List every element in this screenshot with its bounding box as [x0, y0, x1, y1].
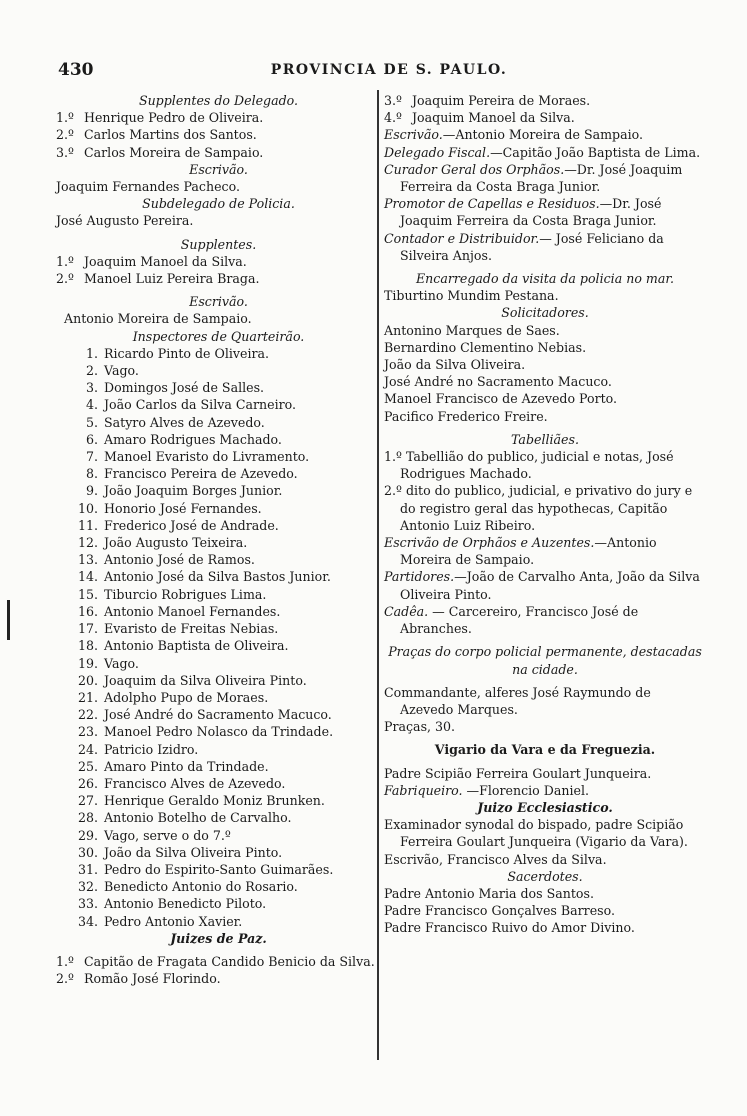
inspector-item-number: 25.: [77, 758, 98, 774]
inspector-item-number: 34.: [77, 913, 98, 929]
encarregado-name: Tiburtino Mundim Pestana.: [384, 288, 559, 304]
heading-encarregado: Encarregado da visita da policia no mar.: [415, 271, 674, 287]
inspector-item-text: Vago, serve o do 7.º: [104, 827, 231, 843]
supplente-item: [56, 253, 381, 270]
inspector-item-text: João da Silva Oliveira Pinto.: [104, 844, 283, 860]
escrivao-eccl-entry: Escrivão, Francisco Alves da Silva.: [384, 851, 607, 867]
supplente-item: [384, 109, 706, 126]
cadea-entry: Cadêa. — Carcereiro, Francisco José de Abranches.: [384, 603, 639, 637]
supplente-delegado-item-text: Henrique Pedro de Oliveira.: [84, 110, 264, 126]
inspector-item-text: Antonio Baptista de Oliveira.: [104, 638, 289, 654]
juiz-item-number: 1.º: [56, 953, 74, 969]
juiz-item-text: Capitão de Fragata Candido Benicio da Silva.: [84, 953, 375, 969]
tabelliao-2: 2.º dito do publico, judicial, e privativo do jury e do registro geral das hypothecas, Capitão Antonio Luiz Ribeiro.: [384, 483, 693, 533]
escrivao-orphaos-entry: Escrivão de Orphãos e Auzentes.—Antonio Moreira de Sampaio.: [384, 535, 657, 568]
page-number: 430: [58, 60, 94, 80]
vigario-name: Padre Scipião Ferreira Goulart Junqueira.: [384, 765, 652, 781]
supplente-delegado-item: [56, 109, 381, 126]
inspector-item-text: Satyro Alves de Azevedo.: [104, 414, 265, 430]
running-title: PROVINCIA DE S. PAULO.: [270, 62, 508, 78]
heading-escrivao: Escrivão.: [189, 161, 248, 177]
inspector-item-text: Adolpho Pupo de Moraes.: [104, 689, 269, 705]
inspector-item: [56, 672, 381, 689]
inspector-item: [56, 448, 381, 465]
partidores-entry: Partidores.—João de Carvalho Anta, João da Silva Oliveira Pinto.: [384, 569, 700, 602]
inspector-item-text: Pedro do Espirito-Santo Guimarães.: [104, 861, 334, 877]
inspector-item-text: Domingos José de Salles.: [104, 380, 265, 396]
inspector-item: [56, 827, 381, 844]
inspector-item-number: 20.: [77, 672, 98, 688]
inspector-item: [56, 844, 381, 861]
tabelliao-1: 1.º Tabellião do publico, judicial e notas, José Rodrigues Machado.: [384, 449, 674, 482]
inspector-item-number: 17.: [77, 621, 98, 637]
inspector-item: [56, 775, 381, 792]
inspector-item-number: 29.: [77, 827, 98, 843]
inspector-item: [56, 706, 381, 723]
inspector-item-text: Amaro Pinto da Trindade.: [104, 758, 269, 774]
inspector-item-text: Benedicto Antonio do Rosario.: [104, 879, 298, 895]
inspector-item-text: Antonio José da Silva Bastos Junior.: [104, 569, 331, 585]
inspector-item-text: Frederico José de Andrade.: [104, 517, 279, 533]
inspector-item: [56, 913, 381, 930]
supplente-delegado-item: [56, 144, 381, 161]
inspector-item: [56, 637, 381, 654]
inspector-item: [56, 517, 381, 534]
inspector-item-number: 3.: [85, 380, 98, 396]
delegado-fiscal-entry: Delegado Fiscal.—Capitão João Baptista de Lima.: [384, 144, 701, 160]
sacerdotes-list: [384, 885, 706, 937]
inspector-item-number: 13.: [77, 552, 98, 568]
inspector-item: [56, 500, 381, 517]
inspector-item-text: Patricio Izidro.: [104, 741, 199, 757]
inspector-item: [56, 431, 381, 448]
inspector-item-text: Pedro Antonio Xavier.: [104, 913, 243, 929]
inspector-item-text: Amaro Rodrigues Machado.: [104, 431, 282, 447]
curador-entry: Curador Geral dos Orphãos.—Dr. José Joaquim Ferreira da Costa Braga Junior.: [384, 161, 683, 195]
inspector-item: [56, 586, 381, 603]
fabriqueiro-entry: Fabriqueiro. —Florencio Daniel.: [384, 782, 589, 798]
inspector-item-text: João Augusto Teixeira.: [104, 535, 248, 551]
inspector-item-number: 4.: [85, 397, 98, 413]
supplente-item-text: Joaquim Manoel da Silva.: [412, 110, 575, 126]
inspector-item-text: Evaristo de Freitas Nebias.: [104, 621, 279, 637]
inspector-item: [56, 414, 381, 431]
sacerdote-item: Padre Francisco Ruivo do Amor Divino.: [384, 920, 635, 936]
inspectores-list: [56, 345, 381, 930]
margin-mark: [7, 600, 10, 640]
inspector-item-number: 24.: [77, 741, 98, 757]
inspector-item: [56, 345, 381, 362]
inspector-item-text: Honorio José Fernandes.: [104, 500, 262, 516]
escrivao-2-name: Antonio Moreira de Sampaio.: [64, 311, 252, 327]
supplente-item-number: 4.º: [384, 110, 402, 126]
supplente-item-number: 3.º: [384, 93, 402, 108]
sacerdote-item: Padre Antonio Maria dos Santos.: [384, 885, 594, 901]
heading-juizes: Juizes de Paz.: [170, 930, 267, 946]
inspector-item: [56, 723, 381, 740]
heading-escrivao-2: Escrivão.: [189, 294, 248, 310]
inspector-item: [56, 741, 381, 758]
inspector-item: [56, 620, 381, 637]
inspector-item: [56, 809, 381, 826]
inspector-item-text: Francisco Pereira de Azevedo.: [104, 466, 298, 482]
inspector-item-number: 23.: [77, 724, 98, 740]
inspector-item: [56, 551, 381, 568]
heading-sacerdotes: Sacerdotes.: [507, 868, 583, 884]
inspector-item-number: 27.: [77, 793, 98, 809]
inspector-item: [56, 362, 381, 379]
juizes-list: [56, 953, 381, 987]
sacerdote-item: Padre Francisco Gonçalves Barreso.: [384, 903, 615, 919]
inspector-item-text: Joaquim da Silva Oliveira Pinto.: [104, 672, 307, 688]
inspector-item-number: 21.: [77, 689, 98, 705]
inspector-item-text: Vago.: [104, 363, 139, 379]
inspector-item: [56, 603, 381, 620]
inspector-item-number: 11.: [77, 517, 98, 533]
juiz-item: [56, 970, 381, 987]
supplente-item: [384, 92, 706, 109]
contador-entry: Contador e Distribuidor.— José Feliciano da Silveira Anjos.: [384, 230, 664, 263]
pracas-entry: Praças, 30.: [384, 719, 456, 735]
inspector-item-text: Manoel Pedro Nolasco da Trindade.: [104, 724, 334, 740]
solicitador-item: Pacifico Frederico Freire.: [384, 408, 548, 424]
inspector-item-text: João Carlos da Silva Carneiro.: [104, 397, 296, 413]
promotor-entry: Promotor de Capellas e Residuos.—Dr. José Joaquim Ferreira da Costa Braga Junior.: [384, 196, 662, 229]
inspector-item: [56, 758, 381, 775]
inspector-item-text: Antonio José de Ramos.: [104, 552, 255, 568]
inspector-item-text: Henrique Geraldo Moniz Brunken.: [104, 793, 325, 809]
inspector-item-text: Francisco Alves de Azevedo.: [104, 775, 286, 791]
heading-juizo: Juizo Ecclesiastico.: [477, 799, 613, 815]
solicitador-item: Antonino Marques de Saes.: [384, 322, 560, 338]
heading-supplentes-delegado: Supplentes do Delegado.: [138, 93, 299, 108]
solicitadores-list: [384, 322, 706, 425]
examinador-entry: Examinador synodal do bispado, padre Scipião Ferreira Goulart Junqueira (Vigario da Vara).: [384, 817, 688, 850]
inspector-item: [56, 568, 381, 585]
inspector-item: [56, 689, 381, 706]
heading-subdelegado: Subdelegado de Policia.: [142, 196, 295, 212]
inspector-item: [56, 861, 381, 878]
inspector-item-number: 5.: [85, 414, 98, 430]
inspector-item: [56, 792, 381, 809]
inspector-item-number: 7.: [85, 449, 98, 465]
inspector-item-number: 8.: [85, 466, 98, 482]
inspector-item-number: 2.: [85, 363, 98, 379]
inspector-item: [56, 396, 381, 413]
inspector-item-number: 19.: [77, 655, 98, 671]
right-column: [384, 92, 706, 937]
inspector-item-text: José André do Sacramento Macuco.: [104, 707, 332, 723]
inspector-item: [56, 379, 381, 396]
inspector-item-number: 1.: [85, 345, 98, 361]
inspector-item-number: 31.: [77, 861, 98, 877]
inspector-item-number: 30.: [77, 844, 98, 860]
commandante-entry: Commandante, alferes José Raymundo de Azevedo Marques.: [384, 684, 651, 717]
inspector-item-number: 18.: [77, 638, 98, 654]
supplente-delegado-item-text: Carlos Martins dos Santos.: [84, 127, 257, 143]
heading-tabelliaes: Tabelliães.: [511, 431, 579, 447]
supplente-item-number: 1.º: [56, 253, 74, 269]
inspector-item-number: 28.: [77, 810, 98, 826]
inspector-item: [56, 895, 381, 912]
left-column: [56, 92, 381, 987]
subdelegado-name: José Augusto Pereira.: [56, 213, 194, 229]
inspector-item: [56, 655, 381, 672]
inspector-item-text: Antonio Manoel Fernandes.: [104, 603, 281, 619]
supplente-item-number: 2.º: [56, 271, 74, 287]
inspector-item-number: 15.: [77, 586, 98, 602]
inspector-item-text: Antonio Benedicto Piloto.: [104, 896, 267, 912]
inspector-item-number: 14.: [77, 569, 98, 585]
solicitador-item: Bernardino Clementino Nebias.: [384, 339, 587, 355]
solicitador-item: José André no Sacramento Macuco.: [384, 374, 612, 390]
heading-inspectores: Inspectores de Quarteirão.: [132, 328, 305, 344]
inspector-item: [56, 465, 381, 482]
supplente-delegado-item: [56, 126, 381, 143]
supplentes-continued-list: [384, 92, 706, 126]
supplente-item: [56, 270, 381, 287]
supplente-delegado-item-number: 2.º: [56, 127, 74, 143]
supplente-item-text: Joaquim Manoel da Silva.: [84, 253, 247, 269]
inspector-item-number: 33.: [77, 896, 98, 912]
supplente-delegado-item-text: Carlos Moreira de Sampaio.: [84, 144, 264, 160]
inspector-item-text: Vago.: [104, 655, 139, 671]
heading-pracas: Praças do corpo policial permanente, destacadas na cidade.: [388, 644, 702, 677]
inspector-item-number: 22.: [77, 707, 98, 723]
supplente-delegado-item-number: 3.º: [56, 144, 74, 160]
inspector-item-number: 32.: [77, 879, 98, 895]
inspector-item-text: Manoel Evaristo do Livramento.: [104, 449, 310, 465]
inspector-item-text: Antonio Botelho de Carvalho.: [104, 810, 292, 826]
inspector-item-number: 12.: [77, 535, 98, 551]
escrivao-entry: Escrivão.—Antonio Moreira de Sampaio.: [384, 127, 643, 143]
supplentes-list: [56, 253, 381, 287]
heading-solicitadores: Solicitadores.: [501, 305, 589, 321]
inspector-item-text: Ricardo Pinto de Oliveira.: [104, 345, 270, 361]
solicitador-item: Manoel Francisco de Azevedo Porto.: [384, 391, 618, 407]
juiz-item-text: Romão José Florindo.: [84, 971, 221, 987]
inspector-item-number: 6.: [85, 431, 98, 447]
juiz-item-number: 2.º: [56, 971, 74, 987]
inspector-item-number: 16.: [77, 603, 98, 619]
supplente-item-text: Joaquim Pereira de Moraes.: [412, 93, 591, 108]
inspector-item-number: 10.: [77, 500, 98, 516]
supplentes-delegado-list: [56, 109, 381, 161]
inspector-item-number: 26.: [77, 775, 98, 791]
inspector-item: [56, 878, 381, 895]
inspector-item-text: João Joaquim Borges Junior.: [104, 483, 283, 499]
escrivao-name: Joaquim Fernandes Pacheco.: [56, 179, 240, 195]
inspector-item-number: 9.: [85, 483, 98, 499]
supplente-item-text: Manoel Luiz Pereira Braga.: [84, 271, 260, 287]
heading-vigario: Vigario da Vara e da Freguezia.: [434, 742, 656, 758]
heading-supplentes: Supplentes.: [180, 236, 257, 252]
inspector-item: [56, 482, 381, 499]
page-header: [58, 60, 720, 84]
supplente-delegado-item-number: 1.º: [56, 110, 74, 126]
inspector-item-text: Tiburcio Robrigues Lima.: [104, 586, 267, 602]
juiz-item: [56, 953, 381, 970]
inspector-item: [56, 534, 381, 551]
solicitador-item: João da Silva Oliveira.: [384, 357, 526, 373]
